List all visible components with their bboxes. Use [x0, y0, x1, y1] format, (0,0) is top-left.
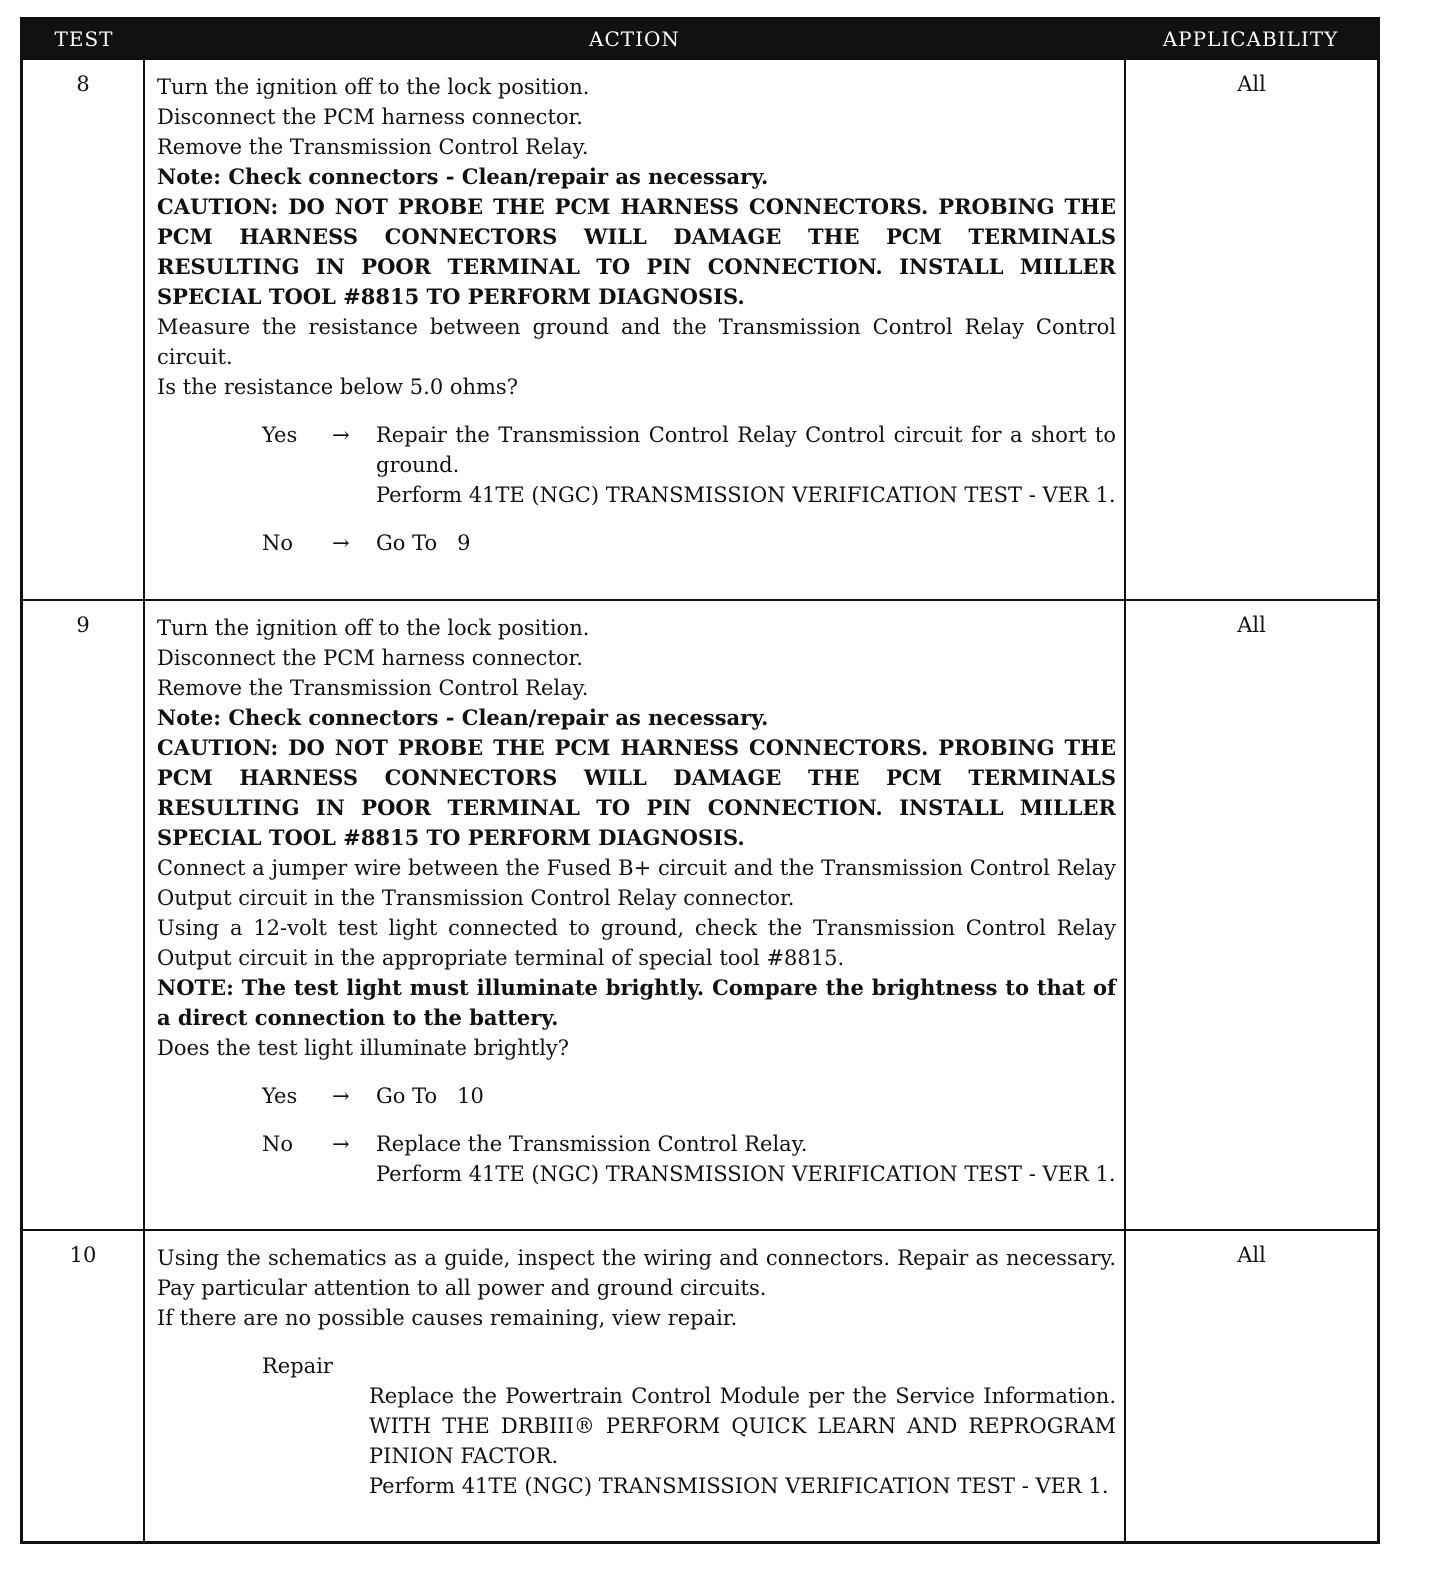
question-text: Does the test light illuminate brightly?	[157, 1036, 570, 1060]
remaining-text: If there are no possible causes remaining, view repair.	[157, 1306, 738, 1330]
yes-label: Yes	[262, 423, 298, 447]
yes-result	[376, 420, 1116, 510]
test-number: 9	[76, 613, 90, 637]
no-label: No	[262, 531, 294, 555]
table-row-test-8	[23, 58, 1377, 599]
note-text: Note: Check connectors - Clean/repair as necessary.	[157, 164, 769, 189]
arrow-icon: →	[332, 1084, 350, 1108]
yes-result-text: Repair the Transmission Control Relay Control circuit for a short to ground.	[376, 423, 1116, 477]
step-text: Remove the Transmission Control Relay.	[157, 135, 589, 159]
caution-text: CAUTION: DO NOT PROBE THE PCM HARNESS CONNECTORS. PROBING THE PCM HARNESS CONNECTORS WILL DAMAGE THE PCM TERMINALS RESULTING IN POOR TERMINAL TO PIN CONNECTION. INSTALL MILLER SPECIAL TOOL #8815 TO PERFORM DIAGNOSIS.	[157, 735, 1116, 850]
action-cell	[143, 1231, 1126, 1541]
no-result-text: Go To 9	[376, 531, 471, 555]
header-applicability: APPLICABILITY	[1162, 27, 1339, 51]
no-result-text: Perform 41TE (NGC) TRANSMISSION VERIFICATION TEST - VER 1.	[376, 1162, 1116, 1186]
arrow-icon: →	[332, 531, 350, 555]
no-branch	[157, 528, 1116, 558]
applicability-value: All	[1237, 72, 1266, 96]
table-row-test-9	[23, 599, 1377, 1229]
yes-label: Yes	[262, 1084, 298, 1108]
no-result-text: Replace the Transmission Control Relay.	[376, 1132, 808, 1156]
repair-label: Repair	[262, 1354, 333, 1378]
header-test: TEST	[54, 27, 114, 51]
no-label: No	[262, 1132, 294, 1156]
inspect-text: Using the schematics as a guide, inspect the wiring and connectors. Repair as necessary. Pay particular attention to all power and ground circuits.	[157, 1246, 1116, 1300]
yes-branch	[157, 420, 1116, 510]
diagnostic-table	[20, 17, 1380, 1544]
header-action: ACTION	[589, 27, 680, 51]
connect-text: Connect a jumper wire between the Fused B+ circuit and the Transmission Control Relay Output circuit in the Transmission Control Relay connector.	[157, 856, 1116, 910]
action-cell	[143, 60, 1126, 599]
repair-instructions	[369, 1381, 1116, 1501]
yes-branch	[157, 1081, 1116, 1111]
applicability-value: All	[1237, 1243, 1266, 1267]
repair-text: Perform 41TE (NGC) TRANSMISSION VERIFICATION TEST - VER 1.	[369, 1474, 1109, 1498]
check-text: Using a 12-volt test light connected to ground, check the Transmission Control Relay Output circuit in the appropriate terminal of special tool #8815.	[157, 916, 1116, 970]
applicability-value: All	[1237, 613, 1266, 637]
step-text: Turn the ignition off to the lock position.	[157, 616, 590, 640]
step-text: Turn the ignition off to the lock position.	[157, 75, 590, 99]
arrow-icon: →	[332, 1132, 350, 1156]
no-result	[376, 1129, 1116, 1189]
action-cell	[143, 601, 1126, 1229]
table-row-test-10	[23, 1229, 1377, 1541]
table-header	[23, 20, 1377, 58]
step-text: Disconnect the PCM harness connector.	[157, 646, 583, 670]
caution-text: CAUTION: DO NOT PROBE THE PCM HARNESS CONNECTORS. PROBING THE PCM HARNESS CONNECTORS WILL DAMAGE THE PCM TERMINALS RESULTING IN POOR TERMINAL TO PIN CONNECTION. INSTALL MILLER SPECIAL TOOL #8815 TO PERFORM DIAGNOSIS.	[157, 194, 1116, 309]
no-branch	[157, 1129, 1116, 1189]
arrow-icon: →	[332, 423, 350, 447]
note-text: Note: Check connectors - Clean/repair as necessary.	[157, 705, 769, 730]
test-number: 8	[76, 72, 90, 96]
question-text: Is the resistance below 5.0 ohms?	[157, 375, 518, 399]
measure-text: Measure the resistance between ground and the Transmission Control Relay Control circuit.	[157, 315, 1116, 369]
note-text: NOTE: The test light must illuminate brightly. Compare the brightness to that of a direct connection to the battery.	[157, 975, 1116, 1030]
step-text: Remove the Transmission Control Relay.	[157, 676, 589, 700]
yes-result-text: Perform 41TE (NGC) TRANSMISSION VERIFICATION TEST - VER 1.	[376, 483, 1116, 507]
test-number: 10	[69, 1243, 97, 1267]
step-text: Disconnect the PCM harness connector.	[157, 105, 583, 129]
yes-result-text: Go To 10	[376, 1084, 484, 1108]
repair-text: Replace the Powertrain Control Module per the Service Information. WITH THE DRBIII® PERFORM QUICK LEARN AND REPROGRAM PINION FACTOR.	[369, 1384, 1116, 1468]
